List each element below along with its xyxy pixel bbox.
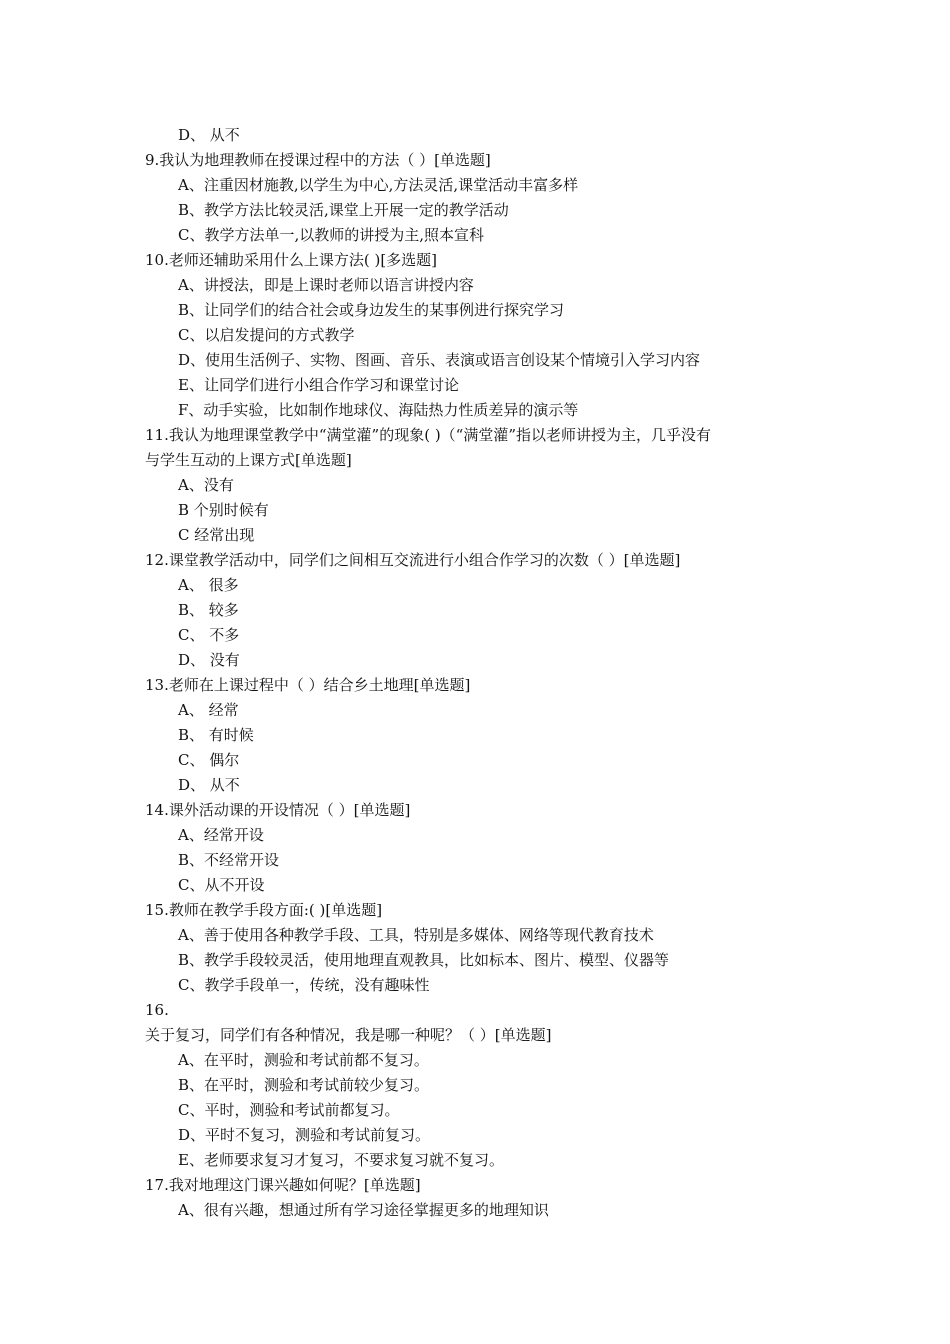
answer-option: C、平时，测验和考试前都复习。 xyxy=(178,1101,400,1119)
question-line: 14.课外活动课的开设情况（ ）[单选题] xyxy=(145,801,411,819)
answer-option: E、老师要求复习才复习，不要求复习就不复习。 xyxy=(178,1151,504,1169)
answer-option: B、 有时候 xyxy=(178,726,254,744)
answer-option: B、教学方法比较灵活,课堂上开展一定的教学活动 xyxy=(178,201,509,219)
answer-option: B、在平时，测验和考试前较少复习。 xyxy=(178,1076,430,1094)
answer-option: D、 没有 xyxy=(178,651,240,669)
answer-option: C、教学方法单一,以教师的讲授为主,照本宣科 xyxy=(178,226,485,244)
question-line: 13.老师在上课过程中（ ）结合乡土地理[单选题] xyxy=(145,676,471,694)
answer-option: E、让同学们进行小组合作学习和课堂讨论 xyxy=(178,376,459,394)
answer-option: F、动手实验，比如制作地球仪、海陆热力性质差异的演示等 xyxy=(178,401,579,419)
question-line: 9.我认为地理教师在授课过程中的方法（ ）[单选题] xyxy=(145,151,491,169)
answer-option: C、从不开设 xyxy=(178,876,265,894)
answer-option: A、讲授法，即是上课时老师以语言讲授内容 xyxy=(178,276,474,294)
answer-option: B、教学手段较灵活，使用地理直观教具，比如标本、图片、模型、仪器等 xyxy=(178,951,670,969)
answer-option: A、善于使用各种教学手段、工具，特别是多媒体、网络等现代教育技术 xyxy=(178,926,654,944)
answer-option: C、以启发提问的方式教学 xyxy=(178,326,355,344)
answer-option: A、在平时，测验和考试前都不复习。 xyxy=(178,1051,429,1069)
answer-option: B 个别时候有 xyxy=(178,501,269,519)
answer-option: A、 很多 xyxy=(178,576,239,594)
answer-option: A、很有兴趣，想通过所有学习途径掌握更多的地理知识 xyxy=(178,1201,549,1219)
question-line: 关于复习，同学们有各种情况，我是哪一种呢？（ ）[单选题] xyxy=(145,1026,552,1044)
answer-option: A、 经常 xyxy=(178,701,239,719)
answer-option: C、教学手段单一，传统，没有趣味性 xyxy=(178,976,430,994)
answer-option: C、 不多 xyxy=(178,626,240,644)
answer-option: D、使用生活例子、实物、图画、音乐、表演或语言创设某个情境引入学习内容 xyxy=(178,351,701,369)
answer-option: A、没有 xyxy=(178,476,234,494)
answer-option: D、 从不 xyxy=(178,126,240,144)
answer-option: B、让同学们的结合社会或身边发生的某事例进行探究学习 xyxy=(178,301,565,319)
answer-option: C、 偶尔 xyxy=(178,751,240,769)
answer-option: A、注重因材施教,以学生为中心,方法灵活,课堂活动丰富多样 xyxy=(178,176,579,194)
answer-option: C 经常出现 xyxy=(178,526,255,544)
answer-option: D、 从不 xyxy=(178,776,240,794)
question-line: 17.我对地理这门课兴趣如何呢？[单选题] xyxy=(145,1176,421,1194)
question-line: 11.我认为地理课堂教学中“满堂灌”的现象( )（“满堂灌”指以老师讲授为主，几乎没有 xyxy=(145,426,712,444)
answer-option: A、经常开设 xyxy=(178,826,264,844)
question-line: 10.老师还辅助采用什么上课方法( )[多选题] xyxy=(145,251,438,269)
answer-option: D、平时不复习，测验和考试前复习。 xyxy=(178,1126,431,1144)
question-line: 与学生互动的上课方式[单选题] xyxy=(145,451,352,469)
question-line: 12.课堂教学活动中，同学们之间相互交流进行小组合作学习的次数（ ）[单选题] xyxy=(145,551,681,569)
answer-option: B、不经常开设 xyxy=(178,851,280,869)
answer-option: B、 较多 xyxy=(178,601,239,619)
question-line: 15.教师在教学手段方面:( )[单选题] xyxy=(145,901,383,919)
survey-text xyxy=(145,123,825,1223)
question-line: 16. xyxy=(145,1001,169,1019)
